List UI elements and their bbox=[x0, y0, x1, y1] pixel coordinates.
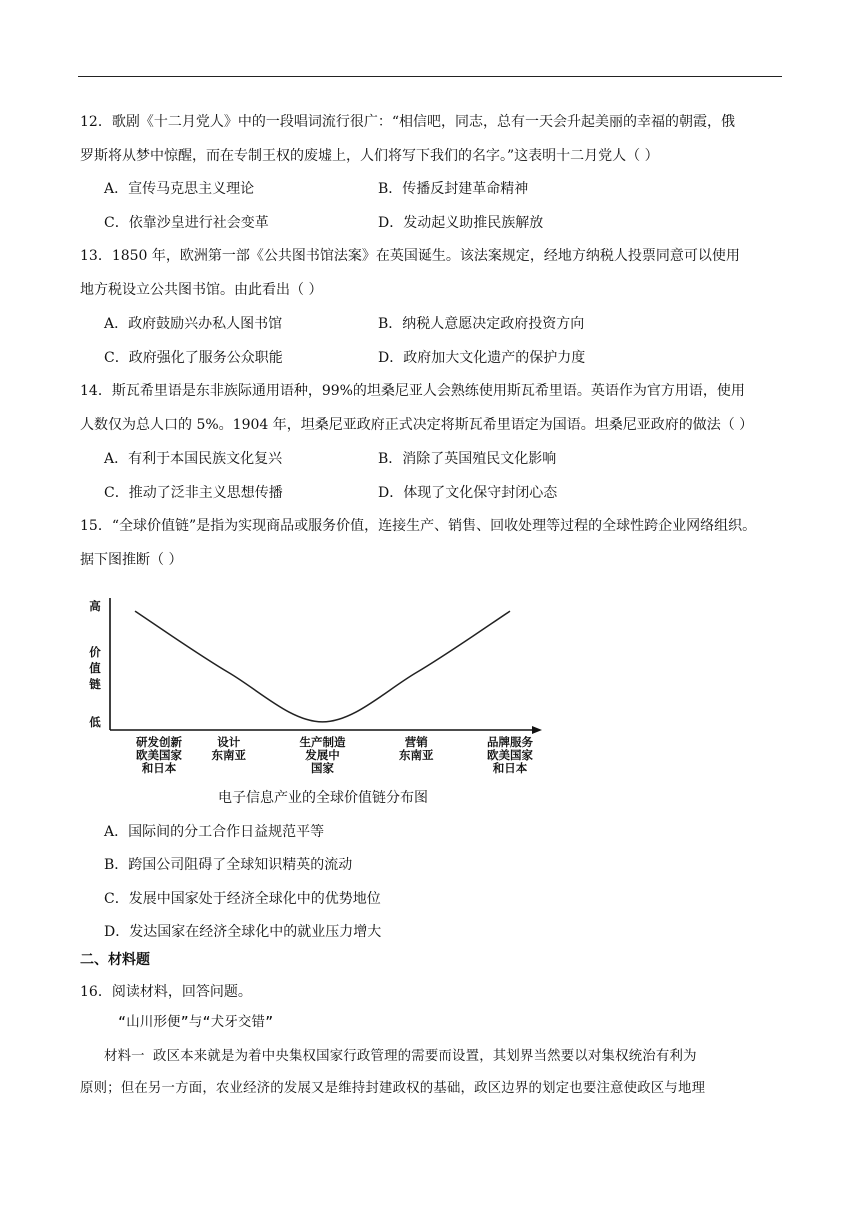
q13-option-d: D．政府加大文化遗产的保护力度 bbox=[378, 350, 586, 366]
x-category-label: 国家 bbox=[311, 761, 334, 775]
x-category-label: 营销 bbox=[404, 735, 428, 749]
q14-option-d: D．体现了文化保守封闭心态 bbox=[378, 485, 558, 501]
q14-stem-line2: 人数仅为总人口的 5%。1904 年，坦桑尼亚政府正式决定将斯瓦希里语定为国语。坦桑尼亚政府的做法（ ） bbox=[80, 417, 754, 433]
x-category-label: 生产制造 bbox=[299, 735, 346, 749]
x-category-label: 品牌服务 bbox=[487, 735, 533, 749]
x-category-label: 东南亚 bbox=[399, 748, 434, 762]
q15-option-a: A．国际间的分工合作日益规范平等 bbox=[104, 824, 325, 840]
x-category-label: 和日本 bbox=[492, 761, 528, 775]
q13-stem-line2: 地方税设立公共图书馆。由此看出（ ） bbox=[80, 282, 323, 298]
x-category-label: 研发创新 bbox=[136, 735, 182, 749]
chart-caption: 电子信息产业的全球价值链分布图 bbox=[218, 790, 428, 806]
q15-option-c: C．发展中国家处于经济全球化中的优势地位 bbox=[104, 891, 381, 907]
q12-option-a: A．宣传马克思主义理论 bbox=[104, 181, 255, 197]
x-axis-arrow-icon bbox=[532, 726, 542, 734]
header-rule bbox=[78, 76, 782, 77]
y-tick-label-low: 低 bbox=[89, 715, 101, 729]
chart-axes bbox=[110, 598, 542, 734]
q13-option-c: C．政府强化了服务公众职能 bbox=[104, 350, 283, 366]
q12-stem-line1: 12．歌剧《十二月党人》中的一段唱词流行很广：“相信吧，同志，总有一天会升起美丽的幸福的朝霞，俄 bbox=[80, 114, 735, 130]
q14-stem-line1: 14．斯瓦希里语是东非族际通用语种，99%的坦桑尼亚人会熟练使用斯瓦希里语。英语作为官方用语，使用 bbox=[80, 383, 745, 399]
q15-stem-line2: 据下图推断（ ） bbox=[80, 552, 183, 568]
y-tick-label-high: 高 bbox=[89, 599, 101, 613]
x-category-label: 和日本 bbox=[141, 761, 177, 775]
x-category-label: 欧美国家 bbox=[487, 748, 533, 762]
q12-option-c: C．依靠沙皇进行社会变革 bbox=[104, 215, 269, 231]
q14-option-c: C．推动了泛非主义思想传播 bbox=[104, 485, 283, 501]
q16-material-line2: 原则；但在另一方面，农业经济的发展又是维持封建政权的基础，政区边界的划定也要注意使政区与地理 bbox=[80, 1081, 706, 1096]
y-axis-label-char: 值 bbox=[89, 661, 101, 675]
q15-option-d: D．发达国家在经济全球化中的就业压力增大 bbox=[104, 924, 382, 940]
q13-stem-line1: 13．1850 年，欧洲第一部《公共图书馆法案》在英国诞生。该法案规定，经地方纳税人投票同意可以使用 bbox=[80, 248, 740, 264]
q14-option-a: A．有利于本国民族文化复兴 bbox=[104, 451, 283, 467]
q16-material-title: “山川形便”与“犬牙交错” bbox=[118, 1015, 274, 1030]
q14-option-b: B．消除了英国殖民文化影响 bbox=[378, 451, 557, 467]
value-chain-chart bbox=[80, 590, 550, 780]
y-axis-label-char: 链 bbox=[89, 677, 101, 691]
q12-stem-line2: 罗斯将从梦中惊醒，而在专制王权的废墟上，人们将写下我们的名字。”这表明十二月党人（ ） bbox=[80, 148, 659, 164]
q13-option-a: A．政府鼓励兴办私人图书馆 bbox=[104, 316, 283, 332]
y-axis-label-char: 价 bbox=[89, 645, 101, 659]
q12-option-b: B．传播反封建革命精神 bbox=[378, 181, 529, 197]
q13-option-b: B．纳税人意愿决定政府投资方向 bbox=[378, 316, 585, 332]
x-category-label: 设计 bbox=[217, 735, 241, 749]
x-category-label: 发展中 bbox=[305, 748, 340, 762]
value-chain-curve bbox=[135, 611, 510, 722]
x-category-label: 欧美国家 bbox=[136, 748, 182, 762]
q12-option-d: D．发动起义助推民族解放 bbox=[378, 215, 544, 231]
q16-material-line1: 材料一 政区本来就是为着中央集权国家行政管理的需要而设置，其划界当然要以对集权统治有利为 bbox=[104, 1049, 697, 1064]
section-title: 二、材料题 bbox=[80, 952, 150, 968]
q15-option-b: B．跨国公司阻碍了全球知识精英的流动 bbox=[104, 857, 353, 873]
q16-stem: 16．阅读材料，回答问题。 bbox=[80, 984, 252, 1000]
q15-stem-line1: 15．“全球价值链”是指为实现商品或服务价值，连接生产、销售、回收处理等过程的全球性跨企业网络组织。 bbox=[80, 518, 757, 534]
x-category-label: 东南亚 bbox=[211, 748, 246, 762]
